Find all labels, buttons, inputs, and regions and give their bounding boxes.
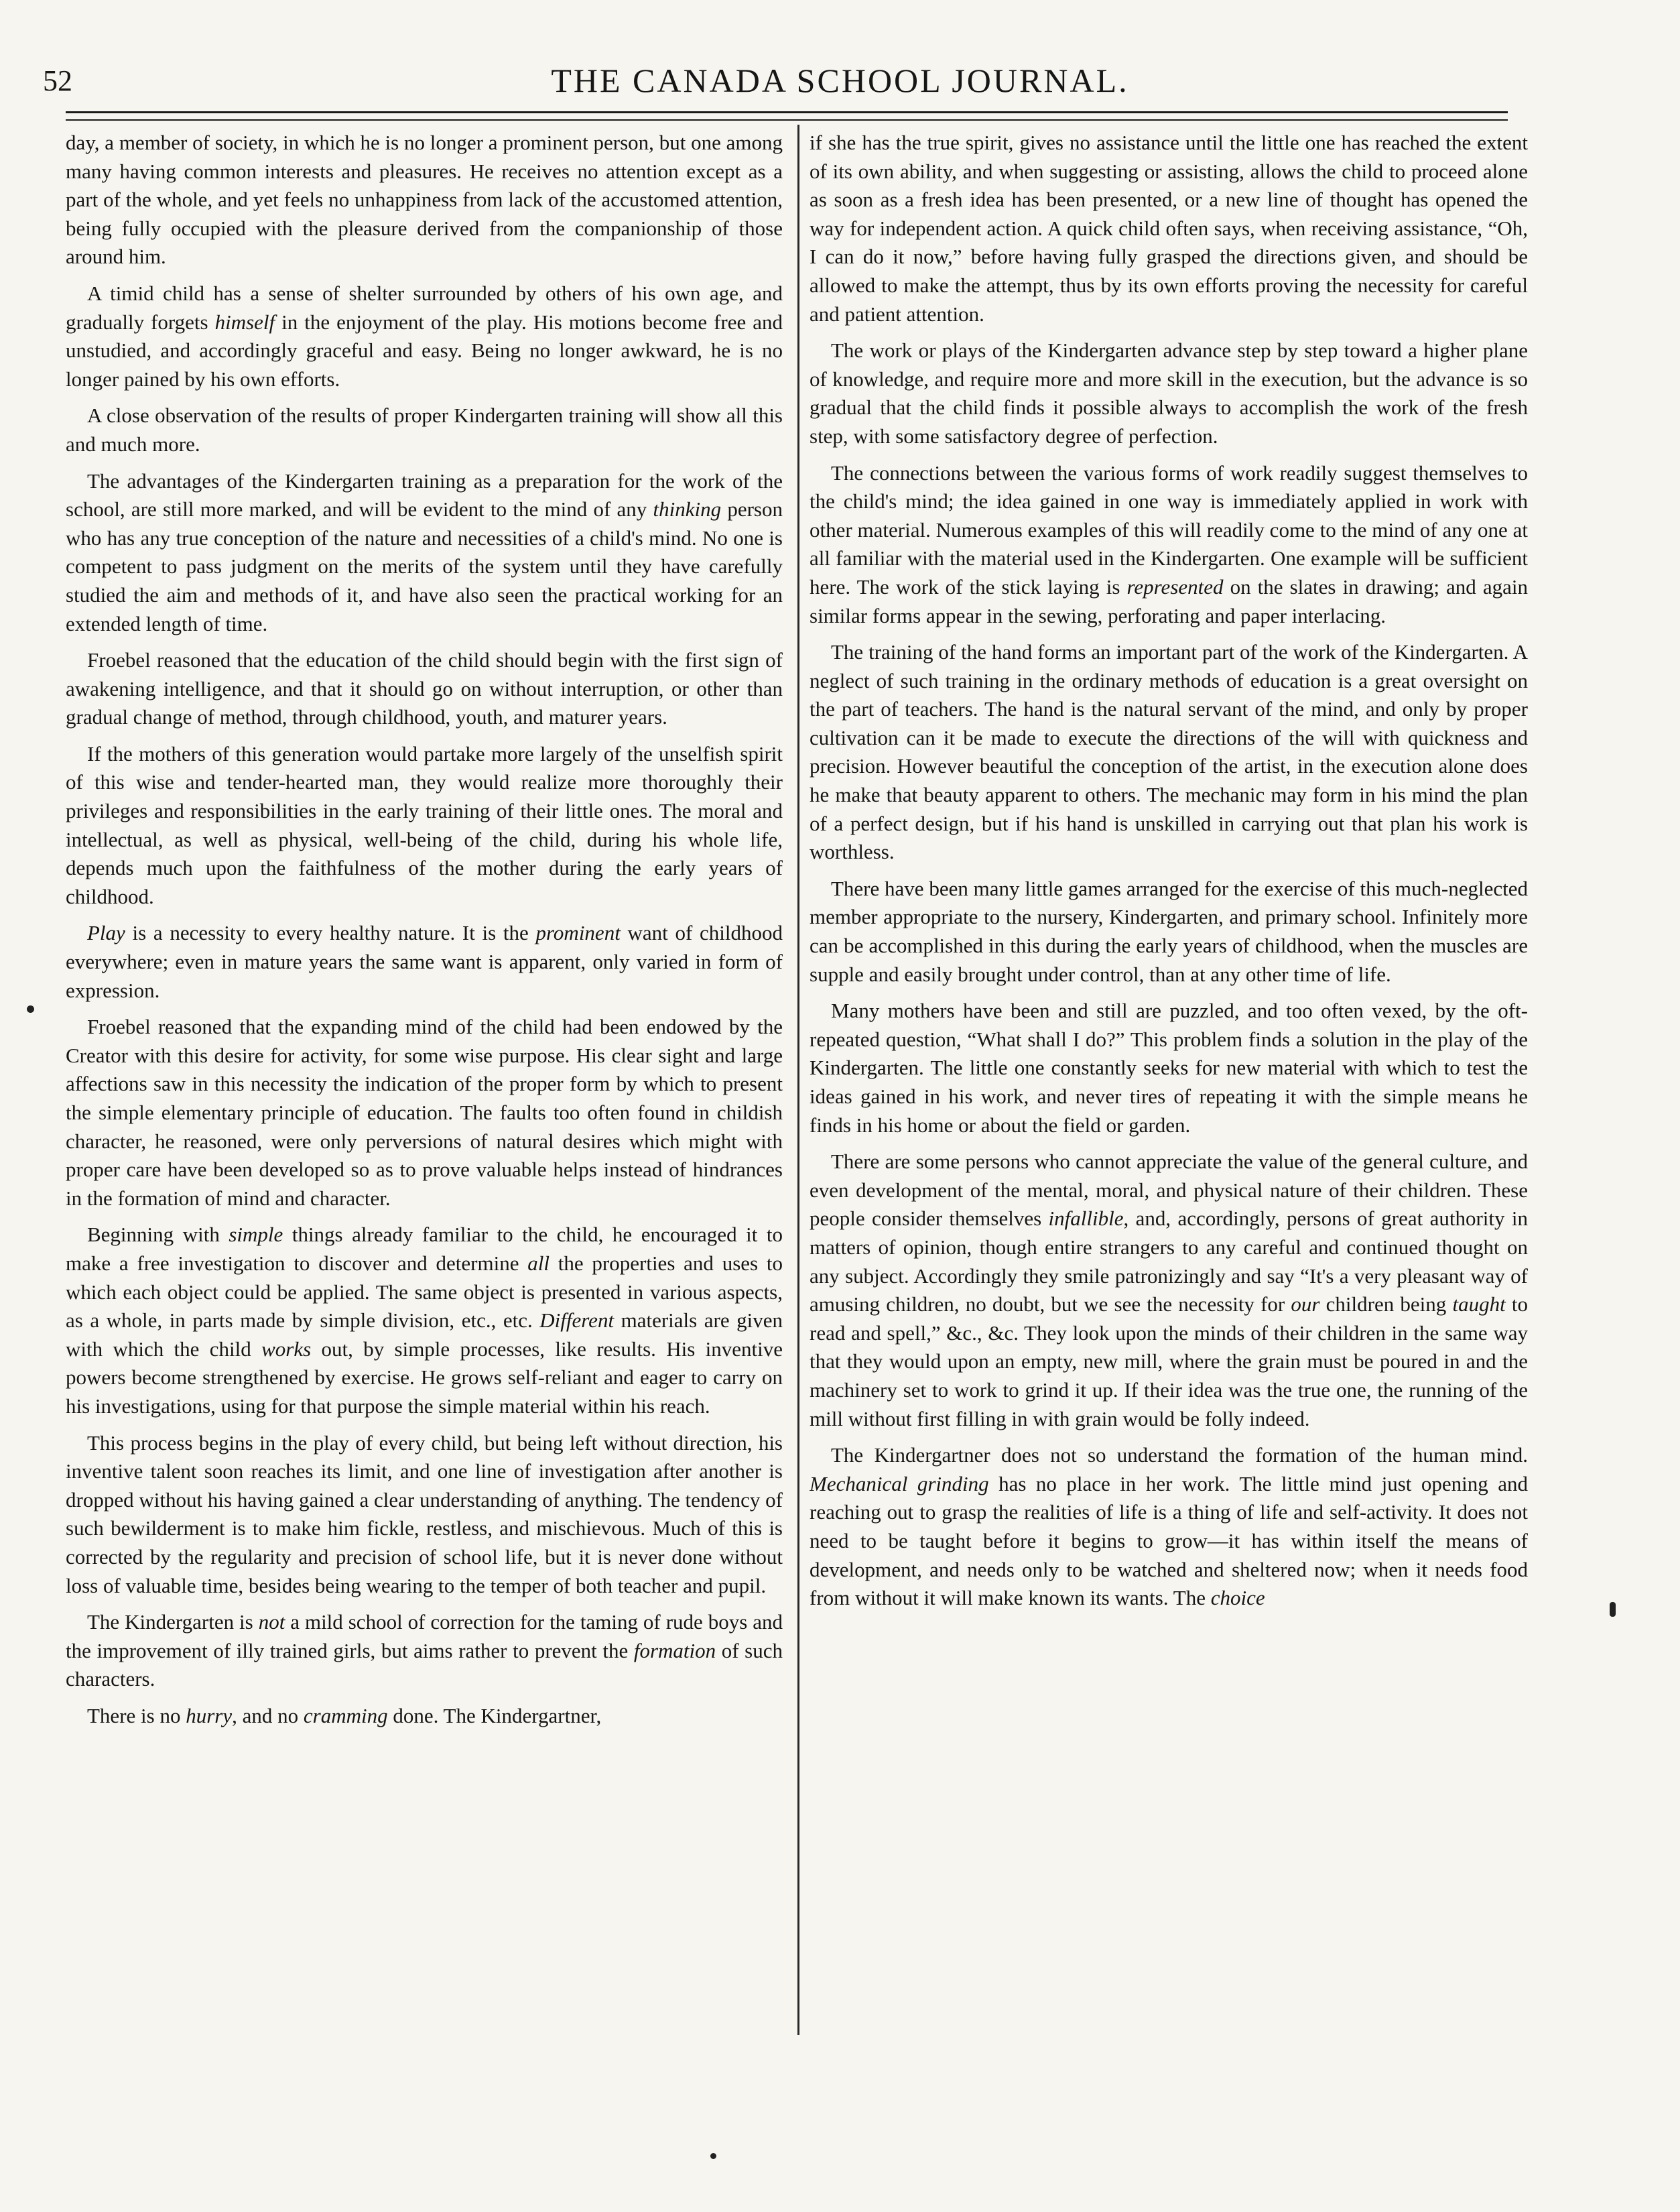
italic-text: choice [1210, 1586, 1265, 1610]
header-rule-thin [66, 119, 1508, 121]
paragraph [810, 997, 1528, 1140]
paragraph [66, 402, 783, 458]
paragraph [66, 1702, 783, 1731]
paragraph [810, 1441, 1528, 1613]
text-run: a mild school of correction for the taming of rude boys and the improvement of illy trained girls, but aims rather to prevent the [66, 1610, 783, 1662]
paragraph [810, 459, 1528, 631]
paragraph [66, 740, 783, 912]
paragraph [66, 467, 783, 639]
text-run: day, a member of society, in which he is no longer a prominent person, but one among many having common interests and pleasures. He receives no attention except as a part of the whole, and yet feels no unhappiness from lack of the accustomed attention, being fully occupied with the pleasure derived from the companionship of those around him. [66, 131, 783, 269]
italic-text: simple [229, 1223, 283, 1247]
right-column [810, 129, 1528, 2046]
text-run: The advantages of the Kindergarten training as a preparation for the work of the school, are still more marked, and will be evident to the mind of any [66, 469, 783, 521]
italic-text: represented [1126, 574, 1224, 599]
paragraph [810, 1148, 1528, 1433]
paragraph [810, 638, 1528, 867]
text-run: has no place in her work. The little mind just opening and reaching out to grasp the realities of life is a thing of life and self-activity. It does not need to be taught before it begins to grow—it has within itself the means of development, and needs only to be watched and sheltered now; when it needs food from without it will make known its wants. The [810, 1471, 1528, 1610]
text-run: There are some persons who cannot appreciate the value of the general culture, and even development of the mental, moral, and physical nature of their children. These people consider themselves [810, 1150, 1528, 1231]
italic-text: Mechanical grinding [810, 1471, 989, 1495]
column-divider [797, 125, 799, 2035]
ink-speck [1610, 1602, 1616, 1617]
text-run: Beginning with [87, 1223, 229, 1247]
italic-text: works [261, 1337, 312, 1361]
italic-text: formation [633, 1638, 716, 1662]
paragraph [810, 129, 1528, 328]
paragraph [66, 646, 783, 732]
text-run: This process begins in the play of every child, but being left without direction, his inventive talent soon reaches its limit, and one line of investigation after another is dropped without his having gained a clear understanding of anything. The tendency of such bewilderment is to make him fickle, restless, and mischievous. Much of this is corrected by the regularity and precision of school life, but it is never done without loss of valuable time, besides being wearing to the temper of both teacher and pupil. [66, 1430, 783, 1597]
text-run: The Kindergartner does not so understand the formation of the human mind. [831, 1443, 1528, 1467]
text-run: Froebel reasoned that the education of the child should begin with the first sign of awakening intelligence, and that it should go on without interruption, or other than gradual change of method, through childhood, youth, and maturer years. [66, 648, 783, 729]
text-run: The work or plays of the Kindergarten advance step by step toward a higher plane of knowledge, and require more and more skill in the execution, but the advance is so gradual that the child finds it possible always to accomplish the work of the fresh step, with some satisfactory degree of perfection. [810, 339, 1528, 448]
text-run: things already familiar to the child, he encouraged it to make a free investigation to discover and determine [66, 1223, 783, 1275]
paragraph [66, 1013, 783, 1213]
text-run: The connections between the various forms of work readily suggest themselves to the child's mind; the idea gained in one way is immediately applied in work with other material. Numerous examples of this will readily come to the mind of any one at all familiar with the material used in the Kindergarten. One example will be sufficient here. The work of the stick laying is [810, 460, 1528, 599]
text-run: A close observation of the results of proper Kindergarten training will show all this and much more. [66, 404, 783, 456]
text-run: out, by simple processes, like results. His inventive powers become strengthened by exercise. He grows self-reliant and eager to carry on his investigations, using for that purpose the simple material within his reach. [66, 1337, 783, 1418]
left-column [66, 129, 783, 2046]
paragraph [66, 1608, 783, 1694]
paragraph [810, 875, 1528, 989]
italic-text: himself [214, 310, 275, 334]
journal-title: THE CANADA SCHOOL JOURNAL. [551, 62, 1129, 99]
text-run: want of childhood everywhere; even in mature years the same want is apparent, only varied in form of expression. [66, 921, 783, 1002]
text-run: , and, accordingly, persons of great authority in matters of opinion, though entire strangers to any careful and continued thought on any subject. Accordingly they smile patronizingly and say “It's a very pleasant way of amusing children, no doubt, but we see the necessity for [810, 1207, 1528, 1316]
paragraph [66, 1429, 783, 1601]
paragraph [66, 1221, 783, 1420]
italic-text: Different [539, 1308, 615, 1333]
text-run: , and no [232, 1703, 304, 1727]
italic-text: cramming [303, 1703, 388, 1727]
paragraph [66, 129, 783, 271]
text-run: A timid child has a sense of shelter surrounded by others of his own age, and gradually forgets [66, 281, 783, 334]
text-run: if she has the true spirit, gives no assistance until the little one has reached the extent of its own ability, and when suggesting or assisting, allows the child to proceed alone as soon as a fresh idea has been presented, or a new line of thought has opened the way for independent action. A quick child often says, when receiving assistance, “Oh, I can do it now,” before having fully grasped the directions given, and should be allowed to make the attempt, thus by its own efforts proving the necessity for careful and patient attention. [810, 131, 1528, 326]
italic-text: hurry [186, 1703, 233, 1727]
text-run: to read and spell,” &c., &c. They look upon the minds of their children in the same way that they would upon an empty, new mill, where the grain must be poured in and the machinery set to work to grind it up. If their idea was the true one, the running of the mill without first filling in with grain would be folly indeed. [810, 1292, 1528, 1430]
paragraph [66, 919, 783, 1005]
text-run: of such characters. [66, 1638, 783, 1691]
page-number: 52 [43, 64, 72, 97]
text-run: There have been many little games arranged for the exercise of this much-neglected member appropriate to the nursery, Kindergarten, and primary school. Infinitely more can be accomplished in this during the early years of childhood, when the muscles are supple and easily brought under control, than at any other time of life. [810, 876, 1528, 986]
italic-text: thinking [653, 497, 722, 521]
italic-text: taught [1452, 1292, 1506, 1316]
ink-speck [27, 1005, 34, 1013]
text-run: The training of the hand forms an important part of the work of the Kindergarten. A neglect of such training in the ordinary methods of education is a great oversight on the part of teachers. The hand is the natural servant of the mind, and only by proper cultivation can it be made to execute the directions of the will with quickness and precision. However beautiful the conception of the artist, in the execution alone does he make that beauty apparent to others. The mechanic may form in his mind the plan of a perfect design, but if his hand is unskilled in carrying out that plan his work is worthless. [810, 640, 1528, 864]
text-run: on the slates in drawing; and again similar forms appear in the sewing, perforating and paper interlacing. [810, 574, 1528, 627]
italic-text: not [258, 1610, 285, 1634]
italic-text: infallible [1048, 1207, 1124, 1231]
italic-text: Play [87, 921, 125, 945]
text-run: person who has any true conception of the nature and necessities of a child's mind. No one is competent to pass judgment on the merits of the system until they have carefully studied the aim and methods of it, and have also seen the practical working for an extended length of time. [66, 497, 783, 635]
text-run: There is no [87, 1703, 186, 1727]
text-run: The Kindergarten is [87, 1610, 259, 1634]
italic-text: prominent [535, 921, 621, 945]
text-run: is a necessity to every healthy nature. It is the [125, 921, 536, 945]
text-run: If the mothers of this generation would partake more largely of the unselfish spirit of this wise and tender-hearted man, they would realize more thoroughly their privileges and responsibilities in the early training of their little ones. The moral and intellectual, as well as physical, well-being of the child, during his whole life, depends much upon the faithfulness of the mother during the early years of childhood. [66, 741, 783, 908]
text-run: done. The Kindergartner, [387, 1703, 602, 1727]
text-run: in the enjoyment of the play. His motions become free and unstudied, and accordingly graceful and easy. Being no longer awkward, he is no longer pained by his own efforts. [66, 310, 783, 391]
text-run: children being [1319, 1292, 1453, 1316]
text-run: the properties and uses to which each object could be applied. The same object is presented in various aspects, as a whole, in parts made by simple division, etc., etc. [66, 1251, 783, 1333]
paragraph [810, 336, 1528, 450]
ink-speck [710, 2153, 716, 2159]
text-run: Many mothers have been and still are puzzled, and too often vexed, by the oft-repeated question, “What shall I do?” This problem finds a solution in the play of the Kindergarten. The little one constantly seeks for new material with which to test the ideas gained in his work, and never tires of repeating it with the simple means he finds in his home or about the field or garden. [810, 999, 1528, 1137]
italic-text: our [1291, 1292, 1320, 1316]
header-rule [66, 111, 1508, 113]
italic-text: all [527, 1251, 550, 1275]
paragraph [66, 280, 783, 393]
text-run: materials are given with which the child [66, 1308, 783, 1361]
text-run: Froebel reasoned that the expanding mind of the child had been endowed by the Creator with this desire for activity, for some wise purpose. His clear sight and large affections saw in this necessity the indication of the proper form by which to present the simple elementary principle of education. The faults too often found in childish character, he reasoned, were only perversions of natural desires which might with proper care have been developed so as to prove valuable helps instead of hindrances in the formation of mind and character. [66, 1015, 783, 1210]
